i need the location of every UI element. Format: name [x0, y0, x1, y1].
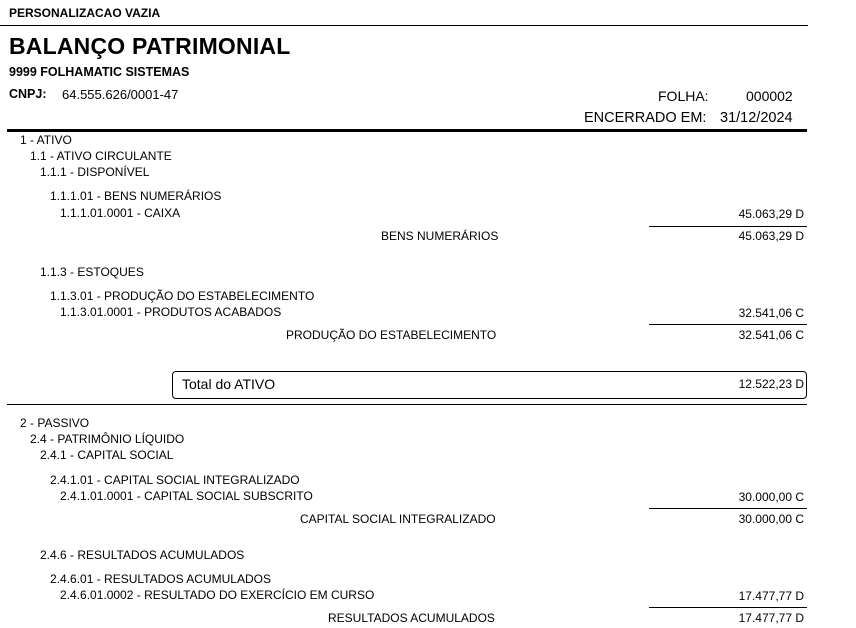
produtos-account-value: 32.541,06 C [738, 306, 804, 320]
resultados-total-value: 17.477,77 D [738, 611, 804, 625]
cnpj-value: 64.555.626/0001-47 [62, 87, 179, 102]
producao-total-value: 32.541,06 C [738, 328, 804, 342]
header-top-rule [0, 25, 808, 26]
folha-label: FOLHA: [658, 88, 709, 104]
capital-integralizado-heading: 2.4.1.01 - CAPITAL SOCIAL INTEGRALIZADO [50, 473, 300, 487]
subtotal-rule [649, 607, 807, 608]
encerrado-value: 31/12/2024 [720, 110, 793, 126]
patrimonio-liquido: 2.4 - PATRIMÔNIO LÍQUIDO [30, 432, 185, 446]
exercicio-account-label: 2.4.6.01.0002 - RESULTADO DO EXERCÍCIO EM CURSO [60, 588, 375, 602]
estoques-heading: 1.1.3 - ESTOQUES [40, 265, 144, 279]
company-name: 9999 FOLHAMATIC SISTEMAS [9, 65, 190, 79]
resultados-acumulados-heading: 2.4.6.01 - RESULTADOS ACUMULADOS [50, 572, 271, 586]
capital-integralizado-total-label: CAPITAL SOCIAL INTEGRALIZADO [300, 512, 496, 526]
disponivel-heading: 1.1.1 - DISPONÍVEL [40, 165, 150, 179]
producao-heading: 1.1.3.01 - PRODUÇÃO DO ESTABELECIMENTO [50, 289, 315, 303]
exercicio-account-value: 17.477,77 D [738, 589, 804, 603]
caixa-account-label: 1.1.1.01.0001 - CAIXA [60, 206, 181, 220]
subtotal-rule [649, 324, 807, 325]
resultados-heading: 2.4.6 - RESULTADOS ACUMULADOS [40, 548, 245, 562]
folha-value: 000002 [746, 88, 793, 104]
section-divider [7, 404, 807, 405]
produtos-account-label: 1.1.3.01.0001 - PRODUTOS ACABADOS [60, 305, 282, 319]
passivo-group: 2 - PASSIVO [20, 416, 90, 430]
subtotal-rule [649, 508, 807, 509]
producao-total-label: PRODUÇÃO DO ESTABELECIMENTO [286, 328, 497, 342]
bens-numerarios-total-value: 45.063,29 D [738, 229, 804, 243]
ativo-circulante: 1.1 - ATIVO CIRCULANTE [30, 149, 172, 163]
bens-numerarios-total-label: BENS NUMERÁRIOS [381, 229, 499, 243]
capital-integralizado-total-value: 30.000,00 C [738, 512, 804, 526]
subscrito-account-label: 2.4.1.01.0001 - CAPITAL SOCIAL SUBSCRITO [60, 489, 313, 503]
resultados-total-label: RESULTADOS ACUMULADOS [328, 611, 495, 625]
total-ativo-value: 12.522,23 D [738, 377, 804, 391]
report-title: BALANÇO PATRIMONIAL [9, 33, 291, 59]
total-ativo-label: Total do ATIVO [182, 376, 276, 392]
subtotal-rule [649, 226, 807, 227]
encerrado-label: ENCERRADO EM: [584, 110, 707, 126]
report-top-label: PERSONALIZACAO VAZIA [9, 6, 161, 20]
caixa-account-value: 45.063,29 D [738, 207, 804, 221]
cnpj-label: CNPJ: [9, 87, 47, 101]
capital-social-heading: 2.4.1 - CAPITAL SOCIAL [40, 448, 174, 462]
header-divider [7, 129, 807, 132]
ativo-group: 1 - ATIVO [20, 133, 72, 147]
bens-numerarios-heading: 1.1.1.01 - BENS NUMERÁRIOS [50, 189, 222, 203]
subscrito-account-value: 30.000,00 C [738, 490, 804, 504]
